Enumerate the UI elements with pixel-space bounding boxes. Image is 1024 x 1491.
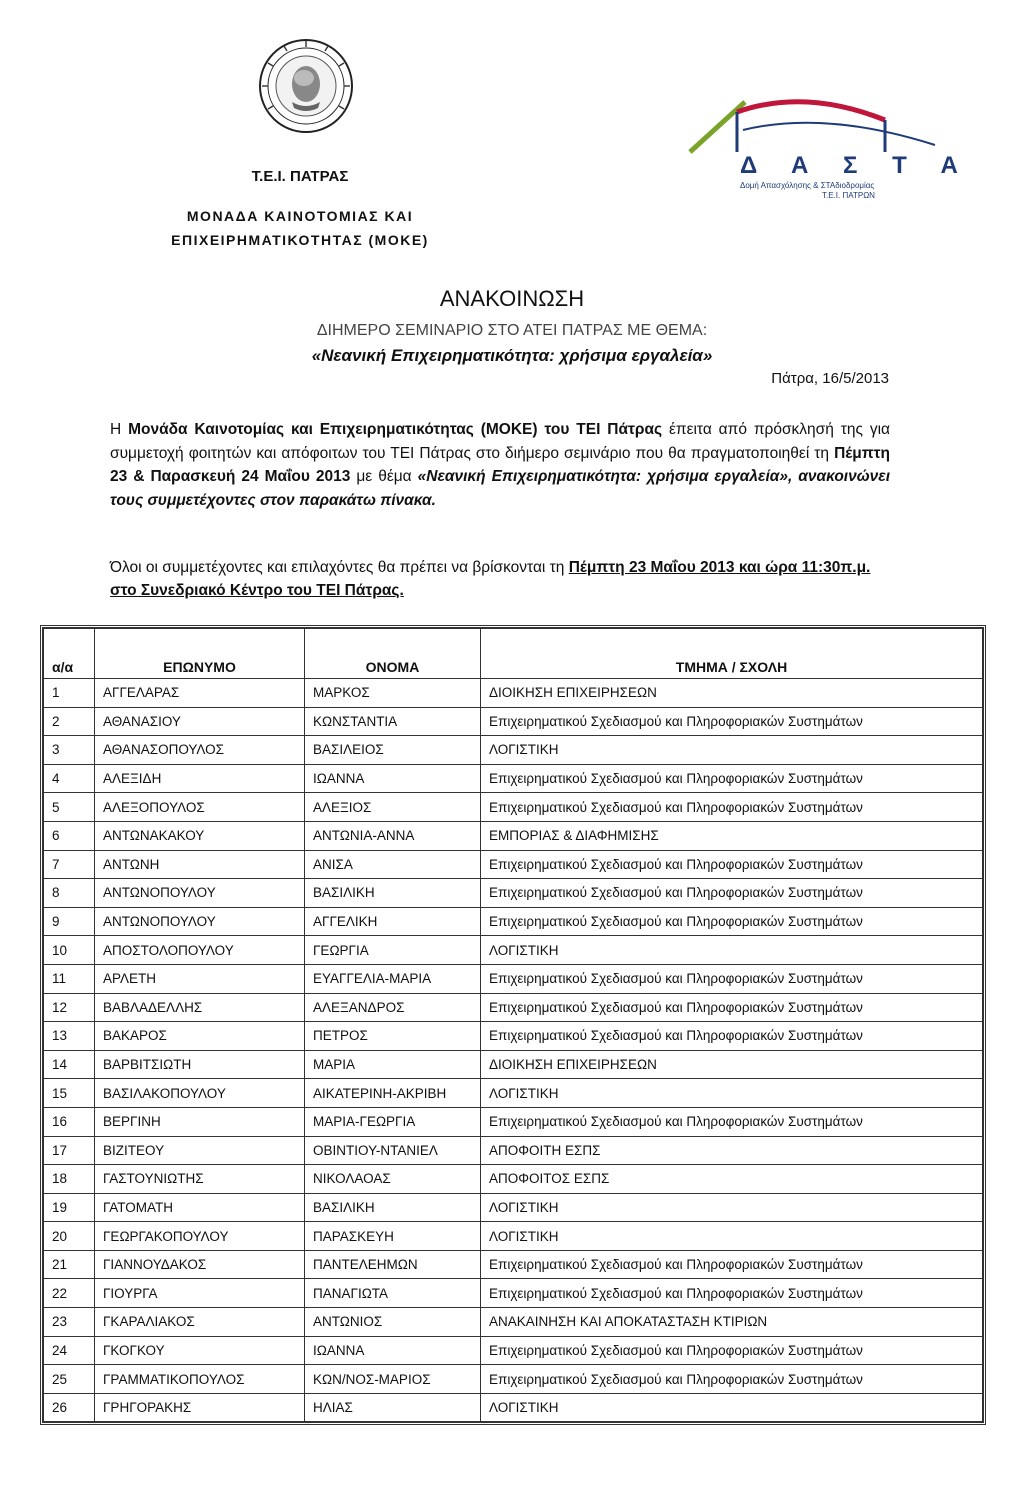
cell-name: ΑΓΓΕΛΙΚΗ (305, 907, 481, 936)
cell-department: Επιχειρηματικού Σχεδιασμού και Πληροφοριακών Συστημάτων (481, 1250, 983, 1279)
cell-number: 1 (44, 679, 95, 708)
cell-number: 25 (44, 1365, 95, 1394)
cell-surname: ΑΛΕΞΙΔΗ (95, 764, 305, 793)
cell-name: ΑΛΕΞΙΟΣ (305, 793, 481, 822)
cell-name: ΕΥΑΓΓΕΛΙΑ-ΜΑΡΙΑ (305, 964, 481, 993)
cell-department: Επιχειρηματικού Σχεδιασμού και Πληροφοριακών Συστημάτων (481, 1107, 983, 1136)
meeting-text: Όλοι οι συμμετέχοντες και επιλαχόντες θα πρέπει να βρίσκονται τη (110, 559, 569, 576)
cell-number: 4 (44, 764, 95, 793)
cell-number: 5 (44, 793, 95, 822)
meeting-paragraph (110, 556, 895, 602)
cell-name: ΜΑΡΙΑ-ΓΕΩΡΓΙΑ (305, 1107, 481, 1136)
cell-department: Επιχειρηματικού Σχεδιασμού και Πληροφοριακών Συστημάτων (481, 707, 983, 736)
cell-number: 2 (44, 707, 95, 736)
cell-department: ΛΟΓΙΣΤΙΚΗ (481, 736, 983, 765)
cell-department: ΕΜΠΟΡΙΑΣ & ΔΙΑΦΗΜΙΣΗΣ (481, 821, 983, 850)
column-header-number: α/α (44, 629, 95, 679)
cell-name: ΑΙΚΑΤΕΡΙΝΗ-ΑΚΡΙΒΗ (305, 1079, 481, 1108)
table-row (44, 1365, 983, 1394)
cell-number: 6 (44, 821, 95, 850)
intro-topic: «Νεανική Επιχειρηματικότητα: χρήσιμα εργαλεία», ανακοινώνει τους συμμετέχοντες στον παρακάτω πίνακα. (110, 468, 891, 509)
cell-department: Επιχειρηματικού Σχεδιασμού και Πληροφοριακών Συστημάτων (481, 907, 983, 936)
cell-name: ΑΝΤΩΝΙΑ-ΑΝΝΑ (305, 821, 481, 850)
table-row (44, 793, 983, 822)
cell-number: 10 (44, 936, 95, 965)
cell-department: ΛΟΓΙΣΤΙΚΗ (481, 1222, 983, 1251)
dasta-logo-letters: Δ Α Σ Τ Α (740, 152, 972, 179)
cell-name: ΜΑΡΙΑ (305, 1050, 481, 1079)
cell-name: ΠΑΡΑΣΚΕΥΗ (305, 1222, 481, 1251)
cell-surname: ΑΓΓΕΛΑΡΑΣ (95, 679, 305, 708)
cell-department: Επιχειρηματικού Σχεδιασμού και Πληροφοριακών Συστημάτων (481, 993, 983, 1022)
cell-number: 8 (44, 879, 95, 908)
cell-name: ΠΕΤΡΟΣ (305, 1022, 481, 1051)
cell-department: Επιχειρηματικού Σχεδιασμού και Πληροφοριακών Συστημάτων (481, 1022, 983, 1051)
cell-surname: ΓΙΑΝΝΟΥΔΑΚΟΣ (95, 1250, 305, 1279)
cell-number: 7 (44, 850, 95, 879)
table-row (44, 736, 983, 765)
cell-department: ΛΟΓΙΣΤΙΚΗ (481, 1079, 983, 1108)
cell-department: ΔΙΟΙΚΗΣΗ ΕΠΙΧΕΙΡΗΣΕΩΝ (481, 1050, 983, 1079)
cell-name: ΟΒΙΝΤΙΟΥ-ΝΤΑΝΙΕΛ (305, 1136, 481, 1165)
table-row (44, 707, 983, 736)
cell-department: Επιχειρηματικού Σχεδιασμού και Πληροφοριακών Συστημάτων (481, 964, 983, 993)
cell-department: ΑΠΟΦΟΙΤΗ ΕΣΠΣ (481, 1136, 983, 1165)
cell-number: 26 (44, 1393, 95, 1422)
cell-department: ΛΟΓΙΣΤΙΚΗ (481, 1393, 983, 1422)
cell-number: 19 (44, 1193, 95, 1222)
cell-name: ΑΛΕΞΑΝΔΡΟΣ (305, 993, 481, 1022)
cell-number: 14 (44, 1050, 95, 1079)
cell-name: ΑΝΙΣΑ (305, 850, 481, 879)
cell-name: ΝΙΚΟΛΑΟΑΣ (305, 1165, 481, 1194)
table-row (44, 907, 983, 936)
cell-number: 22 (44, 1279, 95, 1308)
cell-department: ΑΠΟΦΟΙΤΟΣ ΕΣΠΣ (481, 1165, 983, 1194)
intro-dates: Πέμπτη 23 & Παρασκευή 24 Μαΐου 2013 (110, 444, 890, 485)
column-header-name: ΟΝΟΜΑ (305, 629, 481, 679)
cell-department: Επιχειρηματικού Σχεδιασμού και Πληροφοριακών Συστημάτων (481, 1365, 983, 1394)
table-row (44, 879, 983, 908)
table-row (44, 1336, 983, 1365)
dasta-logo-institution: Τ.Ε.Ι. ΠΑΤΡΩΝ (822, 191, 875, 200)
cell-number: 24 (44, 1336, 95, 1365)
cell-number: 18 (44, 1165, 95, 1194)
table-row (44, 1050, 983, 1079)
cell-number: 12 (44, 993, 95, 1022)
intro-unit-name: Μονάδα Καινοτομίας και Επιχειρηματικότητας (ΜΟΚΕ) του ΤΕΙ Πάτρας (128, 421, 663, 438)
cell-surname: ΓΚΟΓΚΟΥ (95, 1336, 305, 1365)
table-row (44, 1222, 983, 1251)
cell-department: Επιχειρηματικού Σχεδιασμού και Πληροφοριακών Συστημάτων (481, 879, 983, 908)
cell-surname: ΑΝΤΩΝΟΠΟΥΛΟΥ (95, 907, 305, 936)
cell-number: 17 (44, 1136, 95, 1165)
column-header-surname: ΕΠΩΝΥΜΟ (95, 629, 305, 679)
cell-name: ΒΑΣΙΛΙΚΗ (305, 879, 481, 908)
cell-surname: ΑΘΑΝΑΣΟΠΟΥΛΟΣ (95, 736, 305, 765)
cell-number: 3 (44, 736, 95, 765)
unit-name-line2: ΕΠΙΧΕΙΡΗΜΑΤΙΚΟΤΗΤΑΣ (ΜΟΚΕ) (171, 232, 429, 248)
table-row (44, 1022, 983, 1051)
cell-name: ΜΑΡΚΟΣ (305, 679, 481, 708)
cell-department: ΛΟΓΙΣΤΙΚΗ (481, 936, 983, 965)
cell-name: ΗΛΙΑΣ (305, 1393, 481, 1422)
announcement-subtitle: ΔΙΗΜΕΡΟ ΣΕΜΙΝΑΡΙΟ ΣΤΟ ΑΤΕΙ ΠΑΤΡΑΣ ΜΕ ΘΕΜΑ: (316, 322, 708, 339)
cell-surname: ΓΑΣΤΟΥΝΙΩΤΗΣ (95, 1165, 305, 1194)
cell-number: 20 (44, 1222, 95, 1251)
cell-name: ΒΑΣΙΛΕΙΟΣ (305, 736, 481, 765)
cell-name: ΠΑΝΤΕΛΕΗΜΩΝ (305, 1250, 481, 1279)
unit-name-line1: ΜΟΝΑΔΑ ΚΑΙΝΟΤΟΜΙΑΣ ΚΑΙ (186, 208, 414, 224)
cell-surname: ΑΛΕΞΟΠΟΥΛΟΣ (95, 793, 305, 822)
cell-surname: ΑΝΤΩΝΑΚΑΚΟΥ (95, 821, 305, 850)
cell-department: Επιχειρηματικού Σχεδιασμού και Πληροφοριακών Συστημάτων (481, 1336, 983, 1365)
cell-name: ΚΩΝ/ΝΟΣ-ΜΑΡΙΟΣ (305, 1365, 481, 1394)
intro-text-e: με θέμα (350, 468, 418, 485)
intro-text-c: έπειτα από πρόσκλησή της για συμμετοχή φοιτητών και απόφοιτων του ΤΕΙ Πάτρας στο διήμερο σεμινάριο που θα πραγματοποιηθεί τη (110, 421, 890, 462)
intro-paragraph (110, 418, 890, 512)
table-row (44, 1279, 983, 1308)
cell-surname: ΑΘΑΝΑΣΙΟΥ (95, 707, 305, 736)
cell-surname: ΑΠΟΣΤΟΛΟΠΟΥΛΟΥ (95, 936, 305, 965)
dasta-logo-subtitle: Δομή Απασχόλησης & ΣΤΑδιοδρομίας (740, 181, 875, 190)
cell-surname: ΓΡΑΜΜΑΤΙΚΟΠΟΥΛΟΣ (95, 1365, 305, 1394)
cell-number: 23 (44, 1308, 95, 1337)
institution-title: Τ.Ε.Ι. ΠΑΤΡΑΣ (251, 168, 349, 185)
cell-number: 13 (44, 1022, 95, 1051)
table-row (44, 1250, 983, 1279)
table-row (44, 1136, 983, 1165)
cell-surname: ΒΑΒΛΑΔΕΛΛΗΣ (95, 993, 305, 1022)
cell-surname: ΒΑΡΒΙΤΣΙΩΤΗ (95, 1050, 305, 1079)
cell-department: ΑΝΑΚΑΙΝΗΣΗ ΚΑΙ ΑΠΟΚΑΤΑΣΤΑΣΗ ΚΤΙΡΙΩΝ (481, 1308, 983, 1337)
table-header-row (44, 629, 983, 679)
table-row (44, 821, 983, 850)
cell-surname: ΓΡΗΓΟΡΑΚΗΣ (95, 1393, 305, 1422)
document-date: Πάτρα, 16/5/2013 (771, 370, 889, 387)
cell-number: 16 (44, 1107, 95, 1136)
cell-department: Επιχειρηματικού Σχεδιασμού και Πληροφοριακών Συστημάτων (481, 850, 983, 879)
column-header-department: ΤΜΗΜΑ / ΣΧΟΛΗ (481, 629, 983, 679)
cell-number: 9 (44, 907, 95, 936)
cell-surname: ΑΝΤΩΝΗ (95, 850, 305, 879)
cell-department: ΔΙΟΙΚΗΣΗ ΕΠΙΧΕΙΡΗΣΕΩΝ (481, 679, 983, 708)
table-row (44, 1193, 983, 1222)
table-row (44, 993, 983, 1022)
table-row (44, 1393, 983, 1422)
table-row (44, 964, 983, 993)
cell-name: ΠΑΝΑΓΙΩΤΑ (305, 1279, 481, 1308)
table-row (44, 1308, 983, 1337)
cell-number: 11 (44, 964, 95, 993)
cell-surname: ΒΑΚΑΡΟΣ (95, 1022, 305, 1051)
institution-seal-logo (256, 36, 356, 156)
cell-surname: ΑΝΤΩΝΟΠΟΥΛΟΥ (95, 879, 305, 908)
participants-table-body (44, 679, 983, 1422)
cell-department: ΛΟΓΙΣΤΙΚΗ (481, 1193, 983, 1222)
meeting-time-place: Πέμπτη 23 Μαΐου 2013 και ώρα 11:30π.μ. στο Συνεδριακό Κέντρο του ΤΕΙ Πάτρας. (110, 559, 871, 599)
cell-department: Επιχειρηματικού Σχεδιασμού και Πληροφοριακών Συστημάτων (481, 764, 983, 793)
cell-surname: ΓΙΟΥΡΓΑ (95, 1279, 305, 1308)
intro-text-a: Η (110, 421, 129, 438)
table-row (44, 1107, 983, 1136)
table-row (44, 936, 983, 965)
table-row (44, 1079, 983, 1108)
cell-number: 15 (44, 1079, 95, 1108)
table-row (44, 764, 983, 793)
cell-number: 21 (44, 1250, 95, 1279)
cell-name: ΚΩΝΣΤΑΝΤΙΑ (305, 707, 481, 736)
cell-name: ΙΩΑΝΝΑ (305, 1336, 481, 1365)
cell-name: ΓΕΩΡΓΙΑ (305, 936, 481, 965)
cell-name: ΒΑΣΙΛΙΚΗ (305, 1193, 481, 1222)
cell-surname: ΒΑΣΙΛΑΚΟΠΟΥΛΟΥ (95, 1079, 305, 1108)
cell-surname: ΓΚΑΡΑΛΙΑΚΟΣ (95, 1308, 305, 1337)
cell-surname: ΒΕΡΓΙΝΗ (95, 1107, 305, 1136)
table-row (44, 1165, 983, 1194)
cell-surname: ΑΡΛΕΤΗ (95, 964, 305, 993)
table-row (44, 679, 983, 708)
cell-surname: ΓΕΩΡΓΑΚΟΠΟΥΛΟΥ (95, 1222, 305, 1251)
cell-department: Επιχειρηματικού Σχεδιασμού και Πληροφοριακών Συστημάτων (481, 1279, 983, 1308)
table-row (44, 850, 983, 879)
cell-surname: ΓΑΤΟΜΑΤΗ (95, 1193, 305, 1222)
cell-surname: ΒΙΖΙΤΕΟΥ (95, 1136, 305, 1165)
announcement-title: ΑΝΑΚΟΙΝΩΣΗ (439, 286, 585, 311)
cell-name: ΑΝΤΩΝΙΟΣ (305, 1308, 481, 1337)
cell-department: Επιχειρηματικού Σχεδιασμού και Πληροφοριακών Συστημάτων (481, 793, 983, 822)
cell-name: ΙΩΑΝΝΑ (305, 764, 481, 793)
participants-table (40, 625, 986, 1425)
unit-name (110, 204, 490, 252)
announcement-topic: «Νεανική Επιχειρηματικότητα: χρήσιμα εργαλεία» (311, 346, 713, 365)
